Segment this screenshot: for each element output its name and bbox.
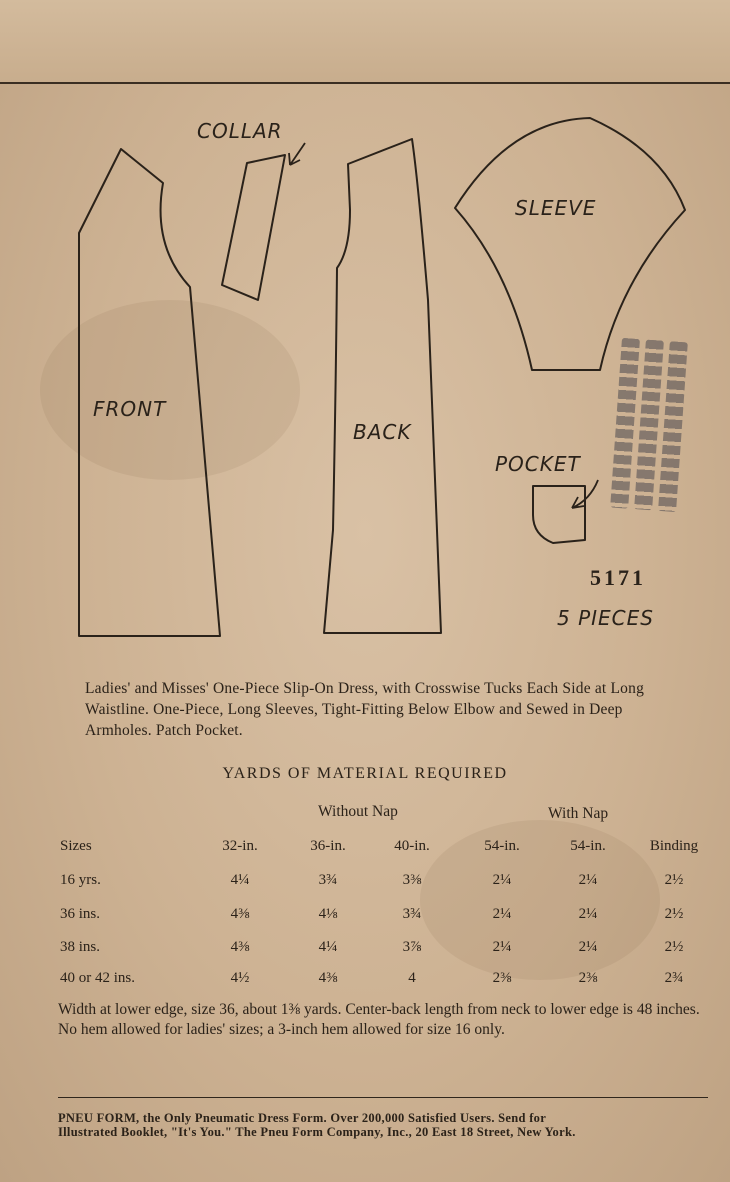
table-cell: 3⅜: [402, 872, 422, 888]
table-cell: 36 ins.: [60, 906, 101, 922]
faded-stamp: [606, 338, 694, 513]
dress-description: Ladies' and Misses' One-Piece Slip-On Dress, with Crosswise Tucks Each Side at Long Waistline. One-Piece, Long Sleeves, Tight-Fitting Below Elbow and Sewed in Deep Armholes. Patch Pocket.: [85, 680, 645, 739]
sleeve-piece-outline: [455, 118, 685, 370]
table-cell: 2⅜: [578, 970, 598, 986]
table-cell: 2¼: [492, 906, 512, 922]
back-label: BACK: [353, 420, 412, 444]
table-cell: 2¼: [578, 906, 598, 922]
table-cell: 4⅛: [318, 906, 338, 922]
table-cell: 2¼: [492, 939, 512, 955]
size-notes: Width at lower edge, size 36, about 1⅜ yards. Center-back length from neck to lower edge is 48 inches. No hem allowed for ladies' sizes; a 3-inch hem allowed for size 16 only.: [58, 1001, 700, 1038]
pieces-count: 5 PIECES: [557, 606, 654, 630]
pattern-number: 5171: [590, 565, 646, 590]
collar-arrow: [289, 143, 305, 165]
table-header-cell: 32-in.: [222, 838, 258, 854]
table-cell: 40 or 42 ins.: [60, 970, 135, 986]
table-cell: 2½: [664, 872, 684, 888]
table-cell: 16 yrs.: [60, 872, 101, 888]
pocket-label: POCKET: [495, 452, 581, 476]
front-piece-outline: [79, 149, 220, 636]
table-cell: 38 ins.: [60, 939, 101, 955]
footer-line-1: PNEU FORM, the Only Pneumatic Dress Form. Over 200,000 Satisfied Users. Send for: [58, 1111, 547, 1125]
table-cell: 4⅜: [230, 906, 250, 922]
table-header-cell: 54-in.: [484, 838, 520, 854]
front-label: FRONT: [93, 397, 167, 421]
collar-label: COLLAR: [197, 119, 283, 143]
table-cell: 3¾: [318, 872, 338, 888]
footer-line-2: Illustrated Booklet, "It's You." The Pneu Form Company, Inc., 20 East 18 Street, New York.: [58, 1125, 576, 1139]
advertisement-footer: [58, 1111, 708, 1139]
pocket-piece-outline: [533, 486, 585, 543]
table-cell: 4⅜: [230, 939, 250, 955]
table-header-cell: 40-in.: [394, 838, 430, 854]
table-cell: 2¼: [578, 872, 598, 888]
table-cell: 2½: [664, 939, 684, 955]
table-cell: 2¼: [492, 872, 512, 888]
collar-piece-outline: [222, 155, 285, 300]
with-nap-heading: With Nap: [548, 805, 609, 822]
table-cell: 4¼: [230, 872, 250, 888]
table-cell: 2½: [664, 906, 684, 922]
back-piece-outline: [324, 139, 441, 633]
table-cell: 2¾: [664, 970, 684, 986]
table-header-cell: Binding: [649, 838, 699, 854]
table-cell: 4½: [230, 970, 250, 986]
table-cell: 2¼: [578, 939, 598, 955]
table-cell: 4: [408, 970, 416, 986]
table-header-cell: 36-in.: [310, 838, 346, 854]
footer-divider: [58, 1097, 708, 1098]
table-cell: 3¾: [402, 906, 422, 922]
sleeve-label: SLEEVE: [515, 196, 597, 220]
table-cell: 3⅞: [402, 939, 422, 955]
table-cell: 4⅜: [318, 970, 338, 986]
without-nap-heading: Without Nap: [318, 803, 398, 820]
table-header-cell: 54-in.: [570, 838, 606, 854]
yardage-title: YARDS OF MATERIAL REQUIRED: [222, 765, 508, 782]
table-cell: 2⅜: [492, 970, 512, 986]
table-header-cell: Sizes: [60, 838, 92, 854]
table-cell: 4¼: [318, 939, 338, 955]
